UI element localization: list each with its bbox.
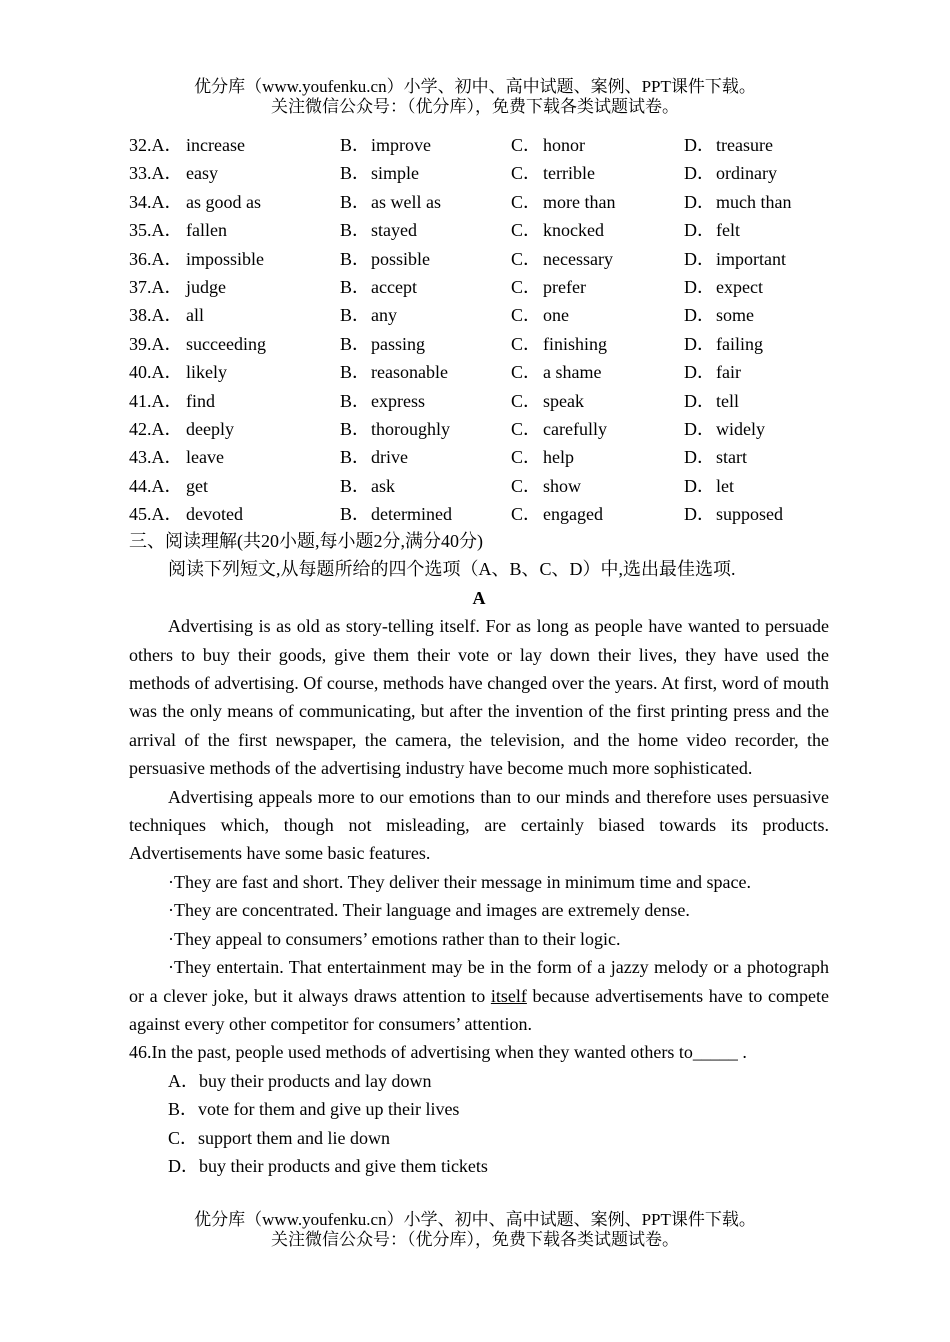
option-d: treasure (716, 135, 773, 155)
option-b: improve (371, 135, 431, 155)
passage-label: A (472, 587, 486, 608)
option-d: some (716, 305, 754, 326)
option-d-label: D． (684, 163, 715, 184)
option-b-label: B． (340, 135, 371, 155)
option-a: likely (186, 362, 227, 383)
option-d: tell (716, 390, 739, 411)
option-b-label: B． (340, 475, 371, 496)
option-b-label: B． (340, 163, 371, 184)
option-row (129, 358, 829, 386)
option-a: as good as (186, 191, 261, 212)
q46-choice-b: B．vote for them and give up their lives (168, 1099, 460, 1120)
option-a: find (186, 390, 215, 411)
option-d-label: D． (684, 504, 715, 525)
option-c: knocked (543, 220, 604, 241)
feature-bullet-3: ·They appeal to consumers’ emotions rather than to their logic. (168, 928, 621, 949)
page-footer (0, 1210, 950, 1250)
option-d: ordinary (716, 163, 777, 184)
option-number: 32.A． (129, 135, 183, 155)
option-a: get (186, 475, 208, 496)
option-d: important (716, 248, 786, 269)
option-c-label: C． (511, 248, 542, 269)
option-b: reasonable (371, 362, 448, 383)
option-row (129, 500, 829, 528)
bullet4-text-after: because advertisements have to compete against every other competitor for consumers’ attention. (129, 985, 829, 1034)
option-c: more than (543, 191, 616, 212)
option-b-label: B． (340, 418, 371, 439)
option-d-label: D． (684, 305, 715, 326)
option-b: passing (371, 333, 425, 354)
reading-section (129, 527, 829, 1180)
option-b-label: B． (340, 191, 371, 212)
option-c-label: C． (511, 220, 542, 241)
option-row (129, 330, 829, 358)
option-number: 40.A． (129, 362, 183, 383)
underlined-word: itself (490, 985, 527, 1006)
option-c: carefully (543, 418, 607, 439)
option-b-label: B． (340, 220, 371, 241)
option-d-label: D． (684, 475, 715, 496)
q46-choice-d: D．buy their products and give them tickets (168, 1155, 488, 1176)
option-d: felt (716, 220, 740, 241)
option-c: one (543, 305, 569, 326)
option-b: possible (371, 248, 431, 269)
option-b: accept (371, 276, 417, 297)
option-c-label: C． (511, 447, 542, 468)
option-c: finishing (543, 333, 608, 354)
option-d: widely (716, 418, 765, 439)
option-row (129, 443, 829, 471)
option-number: 33.A． (129, 163, 183, 184)
option-a: fallen (186, 220, 227, 241)
option-row (129, 159, 829, 187)
option-c-label: C． (511, 305, 542, 326)
option-d-label: D． (684, 447, 715, 468)
option-number: 35.A． (129, 220, 183, 241)
option-a: judge (186, 276, 226, 297)
option-c: terrible (543, 163, 595, 184)
option-row (129, 131, 829, 159)
option-number: 42.A． (129, 418, 183, 439)
option-d-label: D． (684, 276, 715, 297)
option-b: determined (371, 504, 452, 525)
option-b-label: B． (340, 333, 371, 354)
passage-paragraph-2: Advertising appeals more to our emotions than to our minds and therefore uses persuasive techniques which, though not misleading, are certainly biased towards its products. Advertisements have some basic features. (129, 786, 829, 864)
option-b-label: B． (340, 447, 371, 468)
footer-line-2: 关注微信公众号：（优分库），免费下载各类试题试卷。 (271, 1230, 679, 1249)
option-row (129, 415, 829, 443)
option-d: expect (716, 276, 763, 297)
option-d: fair (716, 362, 741, 383)
page-header (0, 77, 950, 117)
option-number: 34.A． (129, 191, 183, 212)
option-b: stayed (371, 220, 417, 241)
option-d-label: D． (684, 191, 715, 212)
option-d: let (716, 475, 734, 496)
header-line-1: 优分库（www.youfenku.cn）小学、初中、高中试题、案例、PPT课件下载。 (194, 77, 756, 96)
option-c-label: C． (511, 135, 542, 155)
option-a: all (186, 305, 204, 326)
option-d: much than (716, 191, 792, 212)
option-b: thoroughly (371, 418, 450, 439)
option-c-label: C． (511, 191, 542, 212)
passage-paragraph-1: Advertising is as old as story-telling itself. For as long as people have wanted to persuade others to buy their goods, give them their vote or lay down their lives, they have used the methods of advertising. Of course, methods have changed over the years. At first, word of mouth was the only means of communicating, but after the invention of the first printing press and the arrival of the first newspaper, the camera, the television, and the home video recorder, the persuasive methods of the advertising industry have become much more sophisticated. (129, 616, 829, 779)
q46-choice-c: C．support them and lie down (168, 1127, 390, 1148)
feature-bullet-1: ·They are fast and short. They deliver their message in minimum time and space. (168, 871, 751, 892)
option-b-label: B． (340, 305, 371, 326)
question-46: 46.In the past, people used methods of advertising when they wanted others to_____ . (129, 1042, 747, 1063)
option-b: express (371, 390, 425, 411)
option-b: simple (371, 163, 419, 184)
option-d-label: D． (684, 418, 715, 439)
option-c: engaged (543, 504, 603, 525)
option-d-label: D． (684, 220, 715, 241)
option-d-label: D． (684, 248, 715, 269)
option-row (129, 188, 829, 216)
option-c: necessary (543, 248, 613, 269)
option-b-label: B． (340, 362, 371, 383)
section-heading: 三、阅读理解(共20小题,每小题2分,满分40分) (129, 531, 483, 551)
feature-bullet-4 (129, 953, 829, 1038)
option-c: help (543, 447, 574, 468)
option-number: 39.A． (129, 333, 183, 354)
footer-line-1: 优分库（www.youfenku.cn）小学、初中、高中试题、案例、PPT课件下载。 (194, 1210, 756, 1229)
option-b-label: B． (340, 276, 371, 297)
option-a: leave (186, 447, 224, 468)
cloze-options-list (129, 131, 829, 528)
option-c-label: C． (511, 362, 542, 383)
option-d-label: D． (684, 135, 715, 155)
option-row (129, 387, 829, 415)
feature-bullet-2: ·They are concentrated. Their language and images are extremely dense. (168, 900, 690, 921)
section-instruction: 阅读下列短文,从每题所给的四个选项（A、B、C、D）中,选出最佳选项. (168, 559, 736, 580)
option-b-label: B． (340, 504, 371, 525)
option-c-label: C． (511, 276, 542, 297)
option-number: 45.A． (129, 504, 183, 525)
bullet4-text-before: ·They entertain. That entertainment may be in the form of a jazzy melody or a photograph or a clever joke, but it always draws attention to (129, 957, 829, 1006)
option-row (129, 472, 829, 500)
option-a: deeply (186, 418, 234, 439)
option-c: speak (543, 390, 584, 411)
option-b: any (371, 305, 397, 326)
option-d: supposed (716, 504, 783, 525)
header-line-2: 关注微信公众号：（优分库），免费下载各类试题试卷。 (271, 97, 679, 116)
option-c: a shame (543, 362, 602, 383)
option-d-label: D． (684, 333, 715, 354)
option-d: failing (716, 333, 763, 354)
option-c-label: C． (511, 163, 542, 184)
option-row (129, 245, 829, 273)
option-b: as well as (371, 191, 441, 212)
option-row (129, 301, 829, 329)
option-number: 37.A． (129, 276, 183, 297)
option-c-label: C． (511, 475, 542, 496)
option-a: impossible (186, 248, 265, 269)
option-c: prefer (543, 276, 586, 297)
option-c: show (543, 475, 582, 496)
option-b: ask (371, 475, 395, 496)
option-a: increase (186, 135, 245, 155)
option-d: start (716, 447, 747, 468)
option-c: honor (543, 135, 585, 155)
option-a: devoted (186, 504, 243, 525)
q46-choice-a: A．buy their products and lay down (168, 1070, 432, 1091)
option-number: 43.A． (129, 447, 183, 468)
option-b: drive (371, 447, 408, 468)
option-d-label: D． (684, 390, 715, 411)
option-c-label: C． (511, 504, 542, 525)
option-number: 41.A． (129, 390, 183, 411)
option-b-label: B． (340, 390, 371, 411)
option-c-label: C． (511, 390, 542, 411)
option-a: succeeding (186, 333, 266, 354)
option-c-label: C． (511, 418, 542, 439)
option-d-label: D． (684, 362, 715, 383)
option-number: 44.A． (129, 475, 183, 496)
option-row (129, 273, 829, 301)
option-number: 36.A． (129, 248, 183, 269)
option-row (129, 216, 829, 244)
option-c-label: C． (511, 333, 542, 354)
option-b-label: B． (340, 248, 371, 269)
option-a: easy (186, 163, 218, 184)
option-number: 38.A． (129, 305, 183, 326)
